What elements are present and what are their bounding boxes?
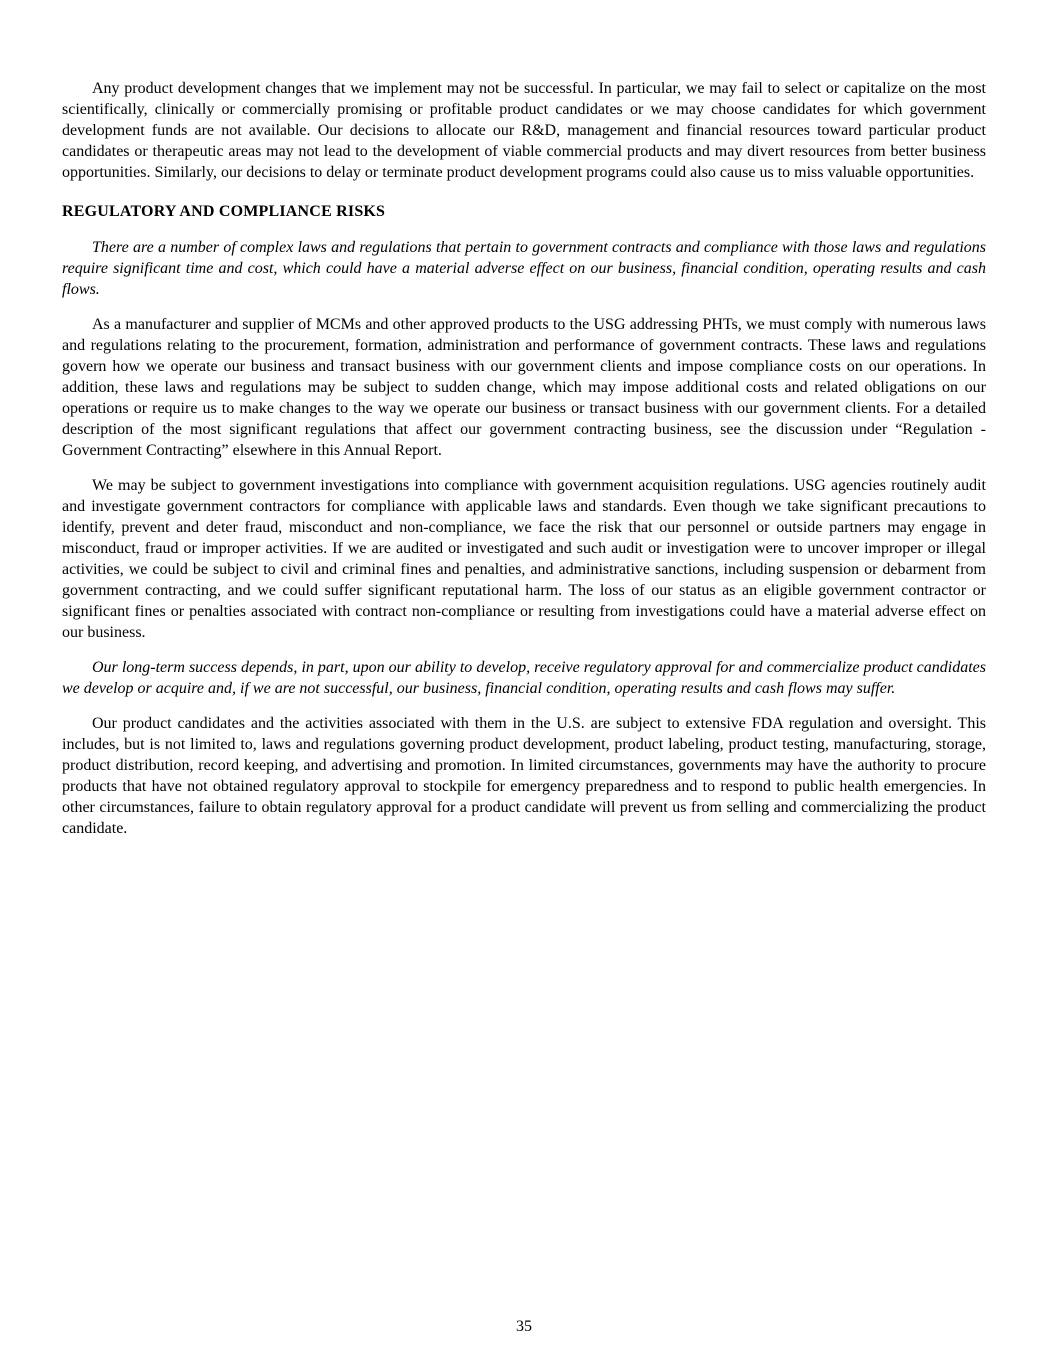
page-number: 35	[516, 1318, 532, 1335]
paragraph-risk-statement-long-term-success: Our long-term success depends, in part, upon our ability to develop, receive regulatory approval for and commercialize product candidates we develop or acquire and, if we are not successful, our business, financial condition, operating results and cash flows may suffer.	[62, 659, 986, 697]
section-heading-regulatory-compliance-risks: REGULATORY AND COMPLIANCE RISKS	[62, 203, 386, 220]
paragraph-product-development-changes: Any product development changes that we implement may not be successful. In particular, we may fail to select or capitalize on the most scientifically, clinically or commercially promising or profitable product candidates or we may choose candidates for which government development funds are not available. Our decisions to allocate our R&D, management and financial resources toward particular product candidates or therapeutic areas may not lead to the development of viable commercial products and may divert resources from better business opportunities. Similarly, our decisions to delay or terminate product development programs could also cause us to miss valuable opportunities.	[62, 80, 986, 181]
paragraph-risk-statement-complex-laws: There are a number of complex laws and regulations that pertain to government contracts and compliance with those laws and regulations require significant time and cost, which could have a material adverse effect on our business, financial condition, operating results and cash flows.	[62, 239, 986, 298]
paragraph-manufacturer-supplier-mcms: As a manufacturer and supplier of MCMs and other approved products to the USG addressing PHTs, we must comply with numerous laws and regulations relating to the procurement, formation, administration and performance of government contracts. These laws and regulations govern how we operate our business and transact business with our government clients and impose compliance costs on our operations. In addition, these laws and regulations may be subject to sudden change, which may impose additional costs and related obligations on our operations or require us to make changes to the way we operate our business or transact business with our government clients. For a detailed description of the most significant regulations that affect our government contracting business, see the discussion under “Regulation - Government Contracting” elsewhere in this Annual Report.	[62, 316, 986, 459]
paragraph-fda-regulation-oversight: Our product candidates and the activities associated with them in the U.S. are subject to extensive FDA regulation and oversight. This includes, but is not limited to, laws and regulations governing product development, product labeling, product testing, manufacturing, storage, product distribution, record keeping, and advertising and promotion. In limited circumstances, governments may have the authority to procure products that have not obtained regulatory approval to stockpile for emergency preparedness and to respond to public health emergencies. In other circumstances, failure to obtain regulatory approval for a product candidate will prevent us from selling and commercializing the product candidate.	[62, 715, 986, 837]
paragraph-government-investigations: We may be subject to government investigations into compliance with government acquisition regulations. USG agencies routinely audit and investigate government contractors for compliance with applicable laws and standards. Even though we take significant precautions to identify, prevent and deter fraud, misconduct and non-compliance, we face the risk that our personnel or outside partners may engage in misconduct, fraud or improper activities. If we are audited or investigated and such audit or investigation were to uncover improper or illegal activities, we could be subject to civil and criminal fines and penalties, and administrative sanctions, including suspension or debarment from government contracting, and we could suffer significant reputational harm. The loss of our status as an eligible government contractor or significant fines or penalties associated with contract non-compliance or resulting from investigations could have a material adverse effect on our business.	[62, 477, 986, 641]
